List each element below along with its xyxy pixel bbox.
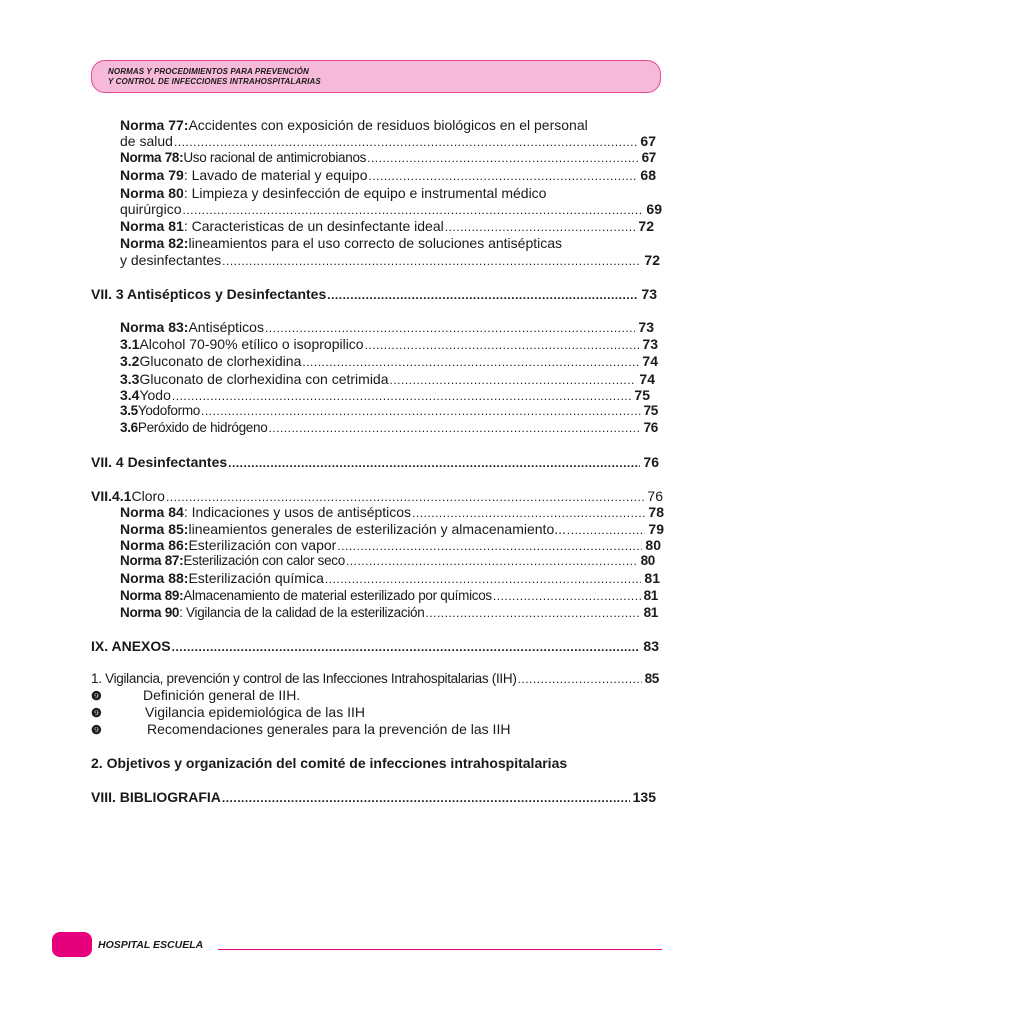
toc-entry-page: 67: [640, 133, 656, 149]
toc-entry: [120, 117, 660, 133]
leader-dots: [302, 354, 639, 370]
toc-entry-title: Uso racional de antimicrobianos: [183, 150, 367, 165]
toc-entry-title: Cloro: [131, 488, 165, 504]
toc-entry-title: Esterilización con vapor: [188, 537, 337, 553]
toc-entry: [120, 420, 658, 436]
toc-entry-page: 79: [648, 521, 664, 537]
toc-entry: [120, 553, 655, 569]
toc-entry-page: 74: [642, 353, 658, 369]
toc-entry-title: VII. 4 Desinfectantes: [91, 454, 228, 470]
toc-section-heading: [91, 286, 657, 303]
toc-entry-title: IX. ANEXOS: [91, 638, 171, 654]
running-header: [91, 60, 661, 93]
toc-entry-page: 69: [646, 201, 662, 217]
toc-entry-title: Gluconato de clorhexidina con cetrimida: [139, 371, 389, 387]
toc-entry-page: 72: [644, 252, 660, 268]
toc-entry-page: 81: [643, 588, 658, 603]
leader-dots: [412, 505, 645, 521]
toc-entry-label: Norma 81: [120, 218, 184, 234]
toc-entry: [120, 252, 660, 269]
leader-dots: [493, 588, 641, 604]
leader-dots: [172, 639, 641, 655]
bullet-icon: ❾: [91, 723, 102, 737]
toc-entry: [120, 150, 656, 166]
toc-entry-title: quirúrgico: [120, 201, 182, 217]
leader-dots: [390, 372, 637, 388]
leader-dots: [518, 671, 642, 687]
toc-entry-label: 3.6: [120, 420, 138, 435]
toc-entry-label: 3.3: [120, 371, 140, 387]
toc-entry-page: 73: [642, 336, 658, 352]
toc-section-heading: [91, 638, 659, 655]
toc-entry-label: Norma 77:: [120, 117, 189, 133]
toc-entry-title: Peróxido de hidrógeno: [137, 420, 268, 435]
toc-entry-label: Norma 86:: [120, 537, 189, 553]
leader-dots: [201, 403, 641, 419]
list-item-text: Recomendaciones generales para la prevención de las IIH: [147, 721, 511, 737]
leader-dots: [365, 337, 640, 353]
leader-dots: [369, 168, 638, 184]
bullet-icon: ❾: [91, 689, 102, 703]
toc-entry: [120, 353, 658, 370]
toc-entry-page: 76: [643, 420, 658, 435]
toc-entry: [91, 671, 659, 687]
toc-entry-label: VII.4.1: [91, 488, 132, 504]
leader-dots: [327, 287, 638, 303]
toc-entry-label: Norma 83:: [120, 319, 189, 335]
list-item-text: Vigilancia epidemiológica de las IIH: [145, 704, 365, 720]
toc-entry: [120, 537, 661, 554]
toc-entry-page: 83: [643, 638, 659, 654]
leader-dots: [222, 790, 630, 806]
toc-entry-page: 80: [640, 553, 655, 568]
toc-entry-title: : Lavado de material y equipo: [183, 167, 368, 183]
toc-entry-title: Alcohol 70-90% etílico o isopropilico: [139, 336, 364, 352]
toc-entry: [120, 336, 658, 353]
toc-entry-title: Gluconato de clorhexidina: [139, 353, 302, 369]
toc-entry-title: VIII. BIBLIOGRAFIA: [91, 789, 221, 805]
leader-dots: [174, 134, 637, 150]
toc-entry: [120, 371, 655, 388]
toc-entry: [120, 403, 658, 419]
leader-dots: [337, 538, 642, 554]
toc-entry-page: 75: [634, 387, 650, 403]
leader-dots: [367, 150, 638, 166]
toc-entry-label: Norma 89:: [120, 588, 184, 603]
toc-section-heading: [91, 789, 656, 806]
toc-entry-page: 78: [648, 504, 664, 520]
toc-entry-title: : Limpieza y desinfección de equipo e instrumental médico: [183, 185, 547, 201]
toc-entry-title: lineamientos para el uso correcto de soluciones antisépticas: [188, 235, 563, 251]
toc-entry: [120, 605, 658, 621]
leader-dots: [346, 553, 638, 569]
list-item: [91, 721, 510, 737]
toc-entry-label: 3.4: [120, 387, 140, 403]
toc-entry-title: lineamientos generales de esterilización y almacenamiento...: [188, 521, 566, 537]
toc-entry-title: 1. Vigilancia, prevención y control de las Infecciones Intrahospitalarias (IIH): [91, 671, 517, 686]
toc-entry-label: Norma 84: [120, 504, 184, 520]
toc-entry-label: Norma 85:: [120, 521, 189, 537]
leader-dots: [445, 219, 636, 235]
toc-entry-page: 73: [638, 319, 654, 335]
toc-entry: [120, 319, 654, 336]
toc-entry-title: : Caracteristicas de un desinfectante ideal: [183, 218, 444, 234]
toc-entry-label: 3.5: [120, 403, 138, 418]
toc-entry: [120, 235, 660, 251]
toc-entry: [120, 133, 656, 150]
toc-entry-page: 85: [644, 671, 659, 686]
toc-entry: [120, 521, 664, 538]
toc-entry-label: Norma 79: [120, 167, 184, 183]
leader-dots: [325, 571, 642, 587]
toc-entry-page: 72: [638, 218, 654, 234]
list-item: [91, 704, 365, 720]
bullet-icon: ❾: [91, 706, 102, 720]
toc-entry-label: Norma 78:: [120, 150, 184, 165]
toc-entry: [120, 387, 650, 404]
toc-entry: [120, 185, 660, 201]
toc-entry-title: y desinfectantes: [120, 252, 222, 268]
toc-entry-title: Accidentes con exposición de residuos biológicos en el personal: [188, 117, 588, 133]
toc-entry: [91, 488, 663, 505]
toc-entry-title: : Vigilancia de la calidad de la esterilización: [179, 605, 425, 620]
toc-entry: [120, 167, 656, 184]
toc-entry: [120, 504, 664, 521]
toc-entry: [120, 201, 662, 218]
toc-entry-title: Antisépticos: [188, 319, 264, 335]
toc-entry-page: 74: [639, 371, 655, 387]
leader-dots: [166, 489, 644, 505]
toc-entry-page: 80: [645, 537, 661, 553]
toc-entry-page: 73: [641, 286, 657, 302]
toc-entry-page: 75: [643, 403, 658, 418]
leader-dots: [222, 253, 641, 269]
leader-dots: [172, 388, 632, 404]
footer-label: HOSPITAL ESCUELA: [98, 939, 204, 951]
leader-dots: [425, 605, 640, 621]
leader-dots: [228, 455, 640, 471]
toc-entry-title: Esterilización química: [188, 570, 324, 586]
toc-entry-page: 81: [644, 570, 660, 586]
toc-entry-title: Yodoformo: [137, 403, 200, 418]
leader-dots: [567, 522, 646, 538]
leader-dots: [268, 420, 640, 436]
toc-entry-title: Esterilización con calor seco: [183, 553, 345, 568]
toc-objectives-heading: 2. Objetivos y organización del comité de infecciones intrahospitalarias: [91, 755, 568, 771]
toc-entry-page: 76: [643, 454, 659, 470]
toc-entry-title: VII. 3 Antisépticos y Desinfectantes: [91, 286, 327, 302]
toc-entry-title: Yodo: [139, 387, 171, 403]
toc-entry-page: 68: [640, 167, 656, 183]
leader-dots: [265, 320, 635, 336]
toc-entry: [120, 218, 654, 235]
list-item: [91, 687, 300, 703]
toc-entry-label: 3.2: [120, 353, 140, 369]
header-title-line-1: NORMAS Y PROCEDIMIENTOS PARA PREVENCIÓN: [108, 67, 309, 76]
toc-entry-page: 67: [641, 150, 656, 165]
toc-entry-title: Almacenamiento de material esterilizado por químicos: [183, 588, 492, 603]
leader-dots: [182, 202, 643, 218]
toc-entry: [120, 588, 658, 604]
header-title-line-2: Y CONTROL DE INFECCIONES INTRAHOSPITALARIAS: [108, 77, 321, 86]
toc-entry-label: Norma 82:: [120, 235, 189, 251]
toc-entry-label: Norma 90: [120, 605, 180, 620]
toc-entry-label: Norma 87:: [120, 553, 184, 568]
list-item-text: Definición general de IIH.: [143, 687, 301, 703]
toc-entry: [120, 570, 660, 587]
footer-rule: [218, 949, 662, 950]
toc-entry-page: 135: [632, 789, 656, 805]
footer-page-tab: [52, 932, 92, 957]
toc-entry-label: Norma 80: [120, 185, 184, 201]
toc-section-heading: [91, 454, 659, 471]
toc-entry-label: Norma 88:: [120, 570, 189, 586]
toc-entry-title: : Indicaciones y usos de antisépticos: [183, 504, 412, 520]
toc-entry-title: de salud: [120, 133, 173, 149]
toc-entry-page: 76: [647, 488, 663, 504]
toc-entry-page: 81: [643, 605, 658, 620]
toc-entry-label: 3.1: [120, 336, 140, 352]
